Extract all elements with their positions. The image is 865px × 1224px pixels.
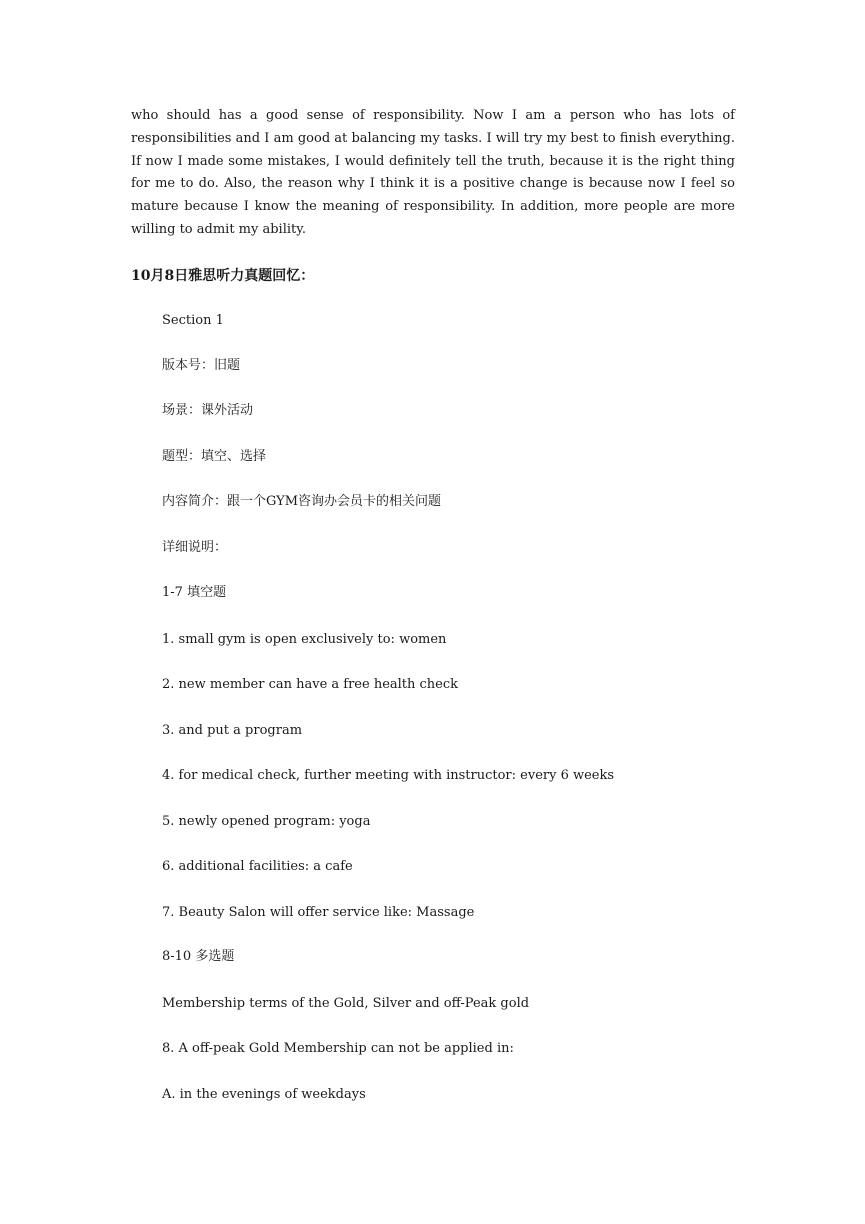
membership-terms-line: Membership terms of the Gold, Silver and off-Peak gold xyxy=(162,996,530,1011)
fill-blank-item: 6. additional facilities: a cafe xyxy=(162,859,353,874)
multiple-choice-header: 8-10 多选题 xyxy=(162,949,235,964)
version-line: 版本号：旧题 xyxy=(162,358,241,373)
fill-blank-item: 4. for medical check, further meeting with instructor: every 6 weeks xyxy=(162,768,615,783)
fill-blank-item: 2. new member can have a free health check xyxy=(162,677,459,692)
fill-blank-item: 3. and put a program xyxy=(162,723,303,738)
intro-paragraph: who should has a good sense of responsibility. Now I am a person who has lots of responsibilities and I am good at balancing my tasks. I will try my best to finish everything. If now I made some mistakes, I would definitely tell the truth, because it is the right thing for me to do. Also, the reason why I think it is a positive change is because now I feel so mature because I know the meaning of responsibility. In addition, more people are more willing to admit my ability. xyxy=(131,108,735,237)
fill-blank-item: 1. small gym is open exclusively to: women xyxy=(162,632,447,647)
details-label: 详细说明： xyxy=(162,540,228,555)
listening-recall-heading: 10月8日雅思听力真题回忆： xyxy=(131,268,315,284)
option-a: A. in the evenings of weekdays xyxy=(162,1087,366,1102)
section-title: Section 1 xyxy=(162,313,224,328)
question-8: 8. A off-peak Gold Membership can not be applied in: xyxy=(162,1041,514,1056)
summary-line: 内容简介：跟一个GYM咨询办会员卡的相关问题 xyxy=(162,494,442,509)
fill-blank-header: 1-7 填空题 xyxy=(162,585,227,600)
question-type-line: 题型：填空、选择 xyxy=(162,449,267,464)
fill-blank-item: 7. Beauty Salon will offer service like: Massage xyxy=(162,905,475,920)
fill-blank-item: 5. newly opened program: yoga xyxy=(162,814,371,829)
scene-line: 场景：课外活动 xyxy=(162,403,254,418)
